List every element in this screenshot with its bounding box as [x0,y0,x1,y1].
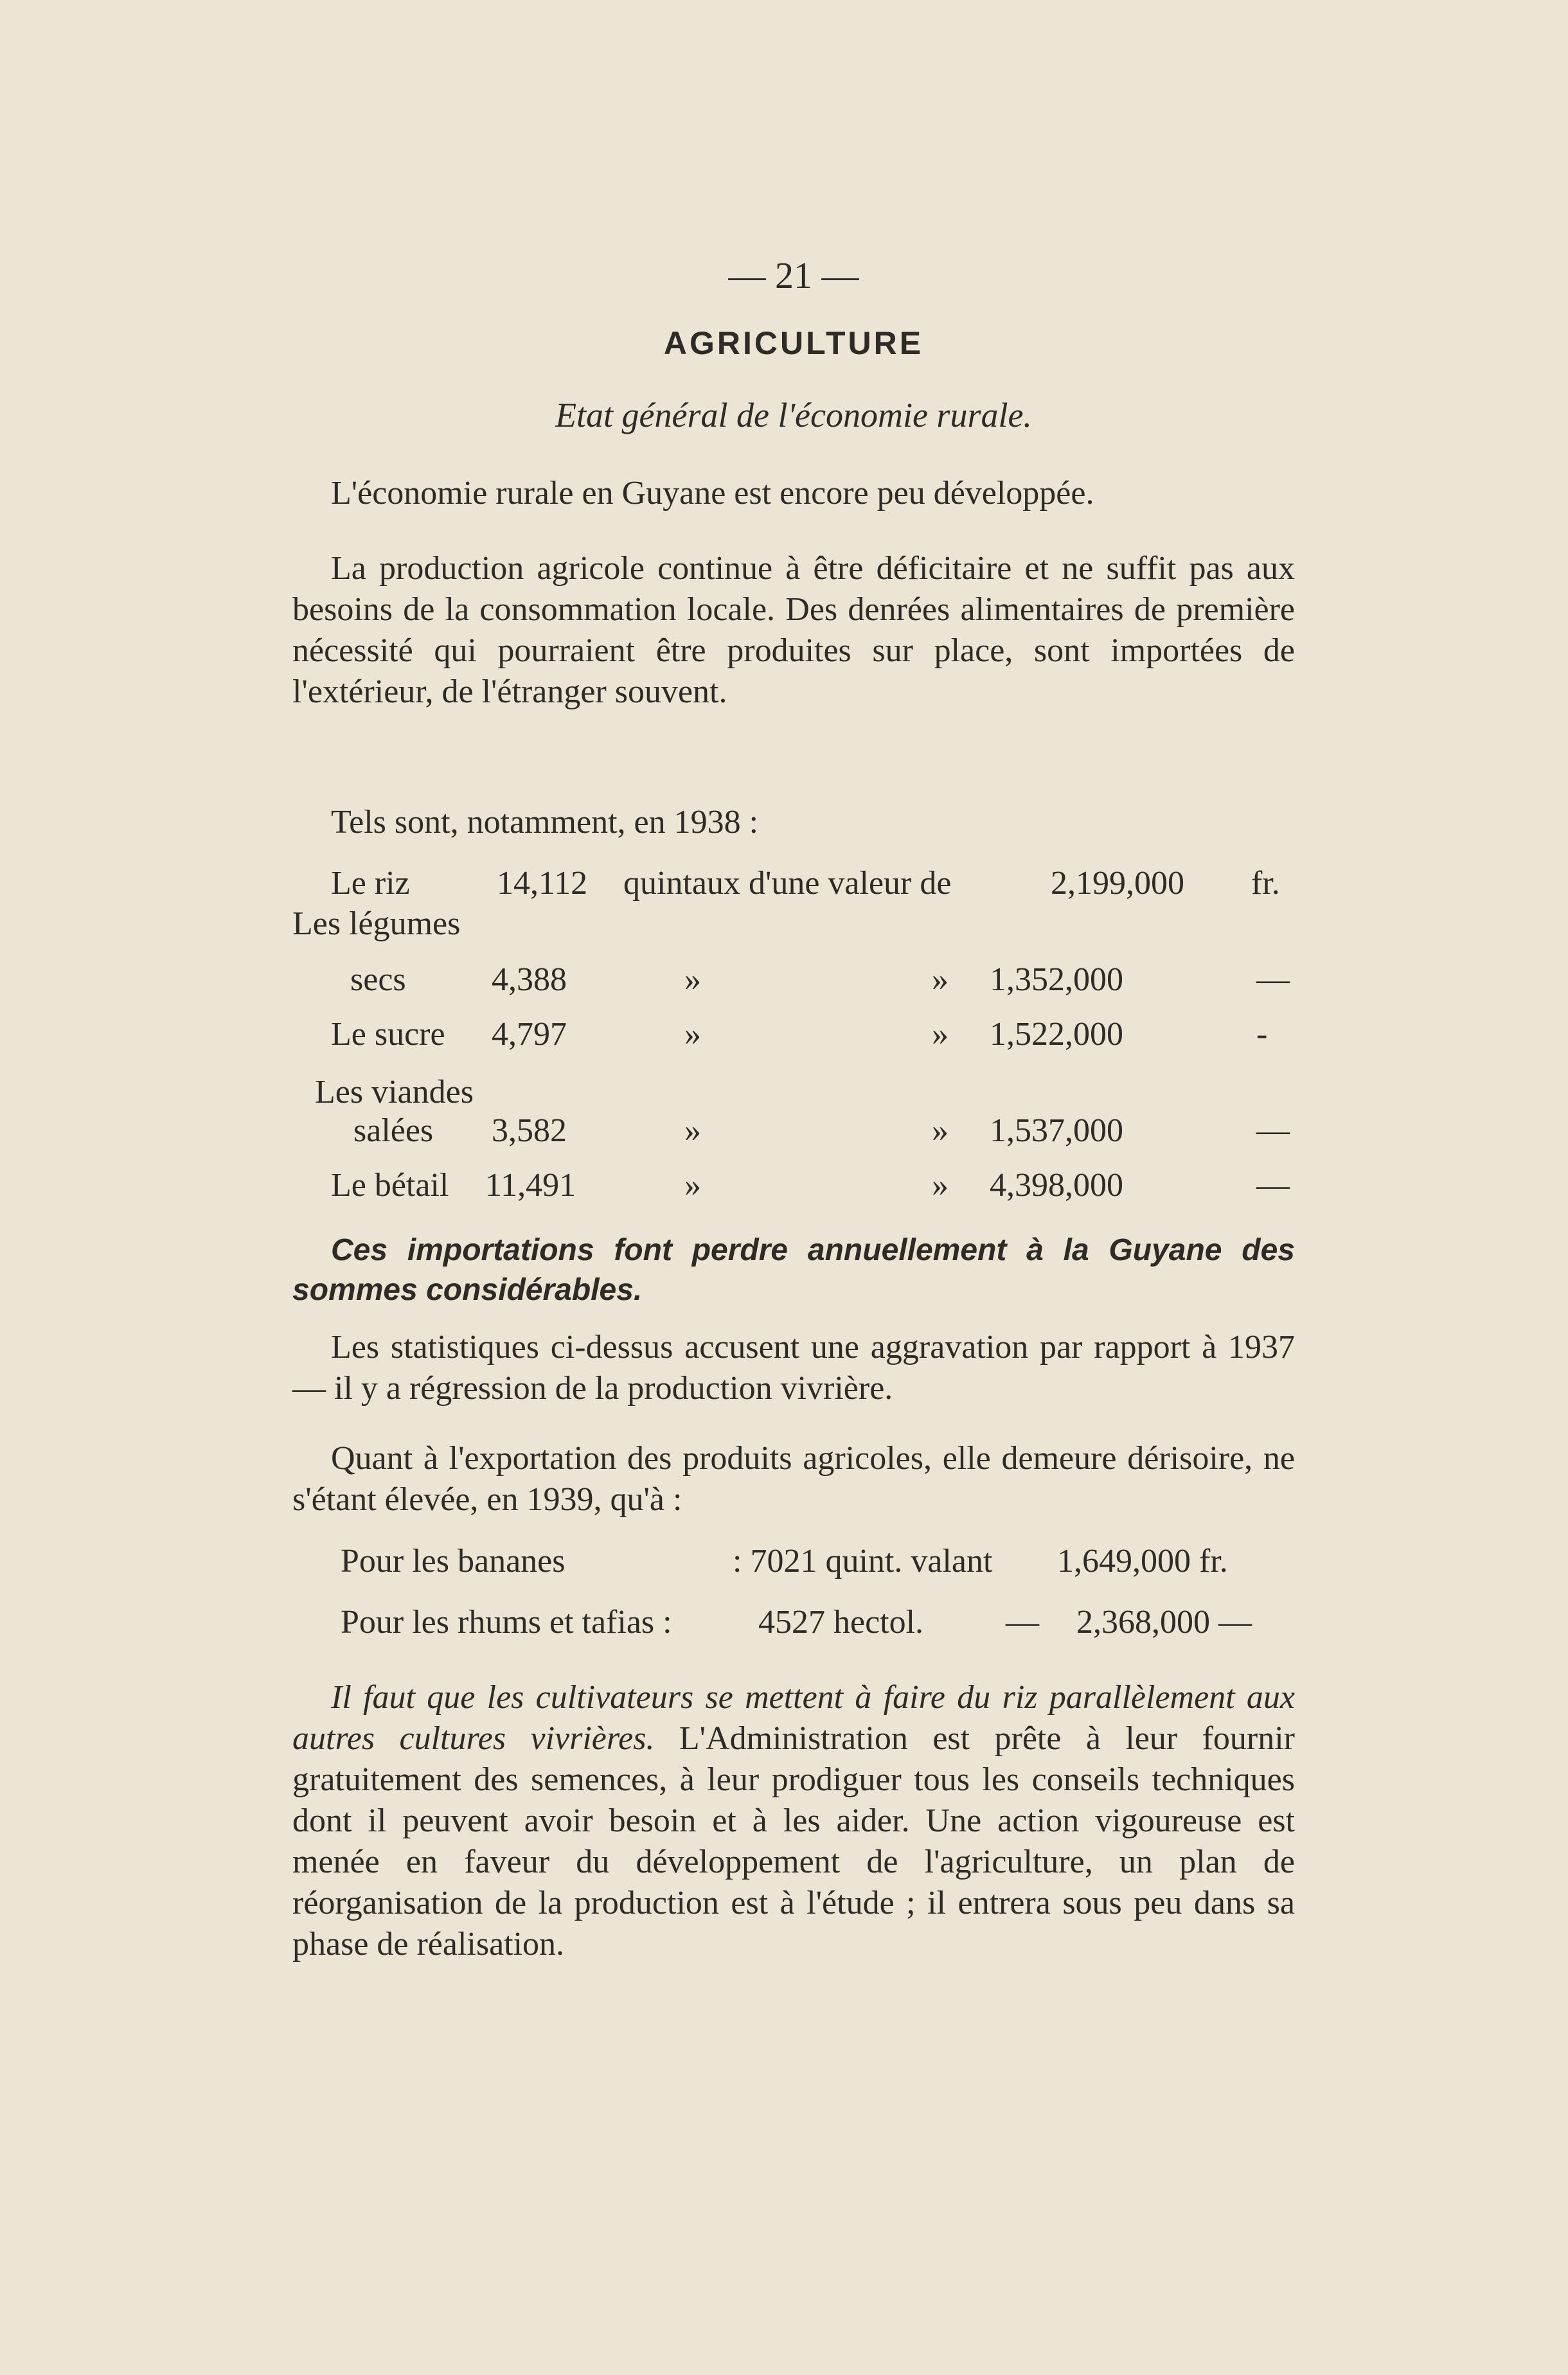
ditto-mark: » [684,961,701,998]
ditto-mark: » [932,1167,949,1204]
section-heading: AGRICULTURE [663,325,924,361]
import-quantity: 4,797 [492,1016,567,1053]
import-name-cont: salées [353,1112,434,1149]
import-unit: — [1256,1112,1290,1149]
ditto-mark: » [684,1112,701,1149]
ditto-mark: » [932,1016,949,1053]
import-quantity: 3,582 [492,1112,567,1149]
import-unit: — [1256,961,1290,998]
export-quantity: 4527 hectol. [758,1604,924,1641]
export-value: 1,649,000 fr. [1057,1543,1228,1579]
paragraph-3: Tels sont, notamment, en 1938 : [331,804,759,841]
import-name: Les légumes [292,905,461,942]
import-name: Le bétail [331,1167,449,1204]
export-label: Pour les rhums et tafias : [341,1604,672,1641]
import-row-meat-a [292,1073,1295,1116]
paragraph-7-italic: Il faut que les cultivateurs se mettent à faire du riz parallèlement aux autres cultures vivrières. [292,1679,1295,1757]
section-subtitle: Etat général de l'économie rurale. [555,396,1032,434]
import-value: 2,199,000 [1051,865,1184,902]
import-row-rice [292,864,1295,907]
import-quantity: 11,491 [485,1167,576,1204]
import-row-meat [292,1112,1295,1154]
import-row-legumes [292,961,1295,1003]
ditto-mark: » [684,1016,701,1053]
import-unit: — [1256,1167,1290,1204]
import-row-sugar [292,1015,1295,1058]
export-row-bananas [292,1542,1295,1587]
import-row-legumes-a [292,905,1295,947]
import-value: 1,522,000 [990,1016,1123,1053]
import-name-cont: secs [350,961,406,998]
import-value: 1,537,000 [990,1112,1123,1149]
paragraph-7-rest: L'Administration est prête à leur fournir gratuitement des semences, à leur prodiguer tous les conseils techniques dont il peuvent avoir besoin et à les aider. Une action vigoureuse est menée en faveur du développement de l'agriculture, un plan de réorganisation de la production est à l'étude ; il entrera sous peu dans sa phase de réalisation. [292,1720,1295,1962]
ditto-mark: » [684,1167,701,1204]
import-row-cattle [292,1166,1295,1209]
page-number: — 21 — [728,254,859,296]
paragraph-7 [292,1677,1295,1965]
import-unit: fr. [1251,865,1280,902]
import-value: 1,352,000 [990,961,1123,998]
paragraph-2: La production agricole continue à être déficitaire et ne suffit pas aux besoins de la consommation locale. Des denrées alimentaires de première nécessité qui pourraient être produites sur place, sont importées de l'extérieur, de l'étranger souvent. [292,550,1295,710]
export-value: 2,368,000 — [1076,1604,1252,1641]
import-quantity: 14,112 [497,865,588,902]
import-quantity: 4,388 [492,961,567,998]
import-unit: - [1256,1016,1268,1053]
paragraph-6: Quant à l'exportation des produits agricoles, elle demeure dérisoire, ne s'étant élevée, en 1939, qu'à : [292,1440,1295,1518]
import-value: 4,398,000 [990,1167,1123,1204]
paragraph-1: L'économie rurale en Guyane est encore peu développée. [331,475,1094,511]
import-name: Les viandes [315,1074,474,1110]
import-name: Le sucre [331,1016,445,1053]
import-name: Le riz [331,865,410,902]
export-dash: — [1006,1604,1039,1641]
paragraph-5: Les statistiques ci-dessus accusent une aggravation par rapport à 1937 — il y a régression de la production vivrière. [292,1329,1295,1407]
export-label: Pour les bananes [341,1543,566,1579]
export-quantity: : 7021 quint. valant [733,1543,993,1579]
export-row-rum [292,1603,1295,1648]
paragraph-4: Ces importations font perdre annuellement à la Guyane des sommes considérables. [292,1233,1295,1307]
import-description: quintaux d'une valeur de [623,865,952,902]
ditto-mark: » [932,1112,949,1149]
ditto-mark: » [932,961,949,998]
